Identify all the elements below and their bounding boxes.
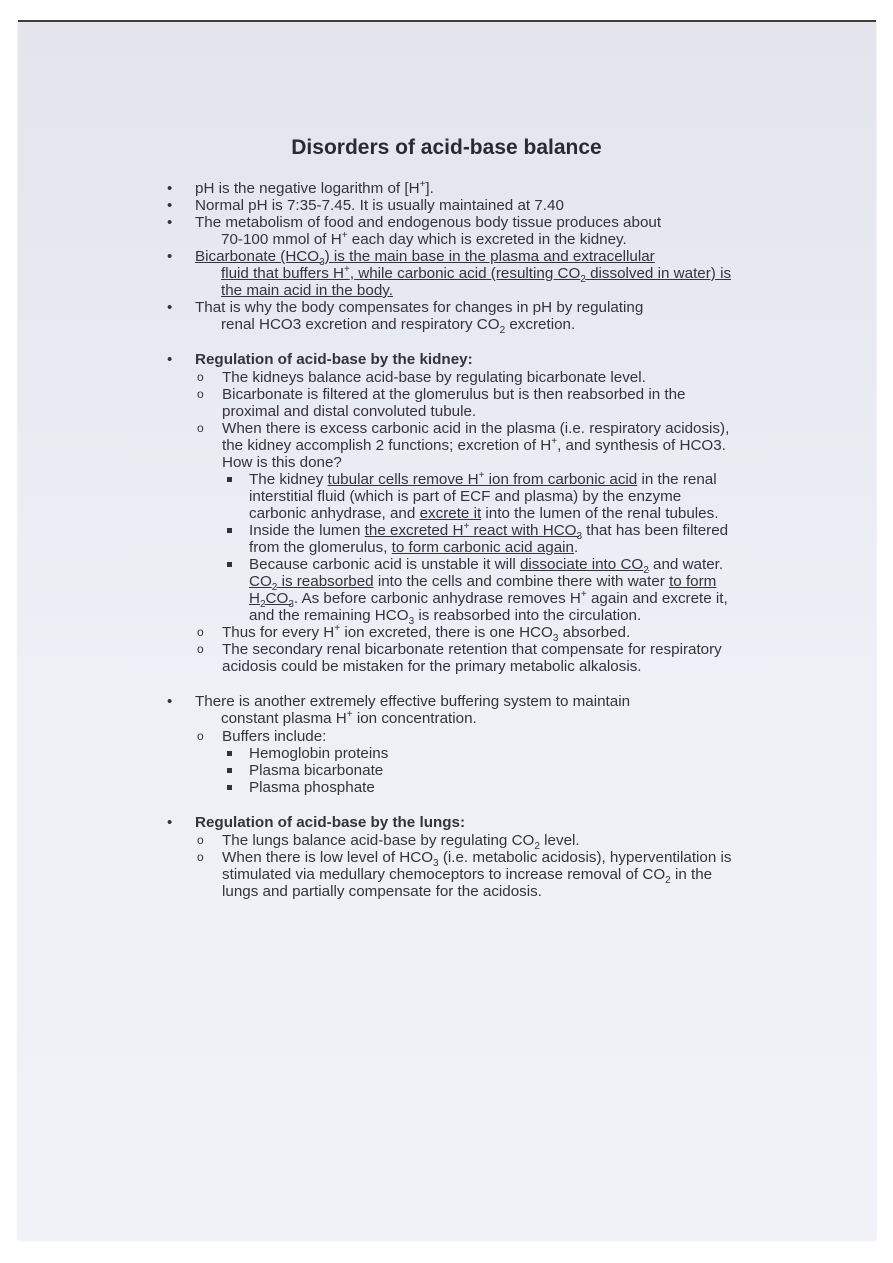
list-item: • That is why the body compensates for changes in pH by regulating renal HCO3 excretion and respiratory $CO_2$ excretion. [165, 299, 740, 333]
list-item: o When there is excess carbonic acid in the plasma (i.e. respiratory acidosis), the kidney accomplish 2 functions; excretion of H+, and synthesis of HCO3. How is this done? The kidney tubular cells remove H+ ion from carbonic acid in the renal interstitial fluid (which is part of ECF and plasma) by the enzyme carbonic anhydrase, and excrete it into the lumen of the renal tubules. Inside the lumen the excreted H+ react with $HCO_3$ that has been filtered from the glomerulus, to form carbonic acid again. Because carbonic acid is unstable it will dissociate into $CO_2$ and water. $CO_2$ is reabsorbed into the cells and combine there with water to form $H_2CO_3$. As before carbonic anhydrase removes H+ again and excrete it, and the remaining $HCO_3$ is reabsorbed into the circulation. [195, 420, 740, 624]
list-item: • pH is the negative logarithm of [H+]. [165, 180, 740, 197]
buffering-points [195, 728, 740, 796]
list-item: o The kidneys balance acid-base by regulating bicarbonate level. [195, 369, 740, 386]
section-heading: Regulation of acid-base by the lungs: [195, 814, 466, 831]
document-body [165, 180, 740, 900]
list-item: Inside the lumen the excreted H+ react with $HCO_3$ that has been filtered from the glomerulus, to form carbonic acid again. [222, 522, 740, 556]
list-item: Because carbonic acid is unstable it will dissociate into $CO_2$ and water. $CO_2$ is reabsorbed into the cells and combine there with water to form $H_2CO_3$. As before carbonic anhydrase removes H+ again and excrete it, and the remaining $HCO_3$ is reabsorbed into the circulation. [222, 556, 740, 624]
kidney-steps [222, 469, 740, 628]
list-item: o Buffers include: Hemoglobin proteins Plasma bicarbonate Plasma phosphate [195, 728, 740, 796]
list-item: Plasma phosphate [222, 779, 740, 796]
list-item: o The secondary renal bicarbonate retention that compensate for respiratory acidosis could be mistaken for the primary metabolic alkalosis. [195, 641, 740, 675]
list-item: The kidney tubular cells remove H+ ion from carbonic acid in the renal interstitial fluid (which is part of ECF and plasma) by the enzyme carbonic anhydrase, and excrete it into the lumen of the renal tubules. [222, 471, 740, 522]
kidney-points [195, 369, 740, 675]
list-item: • Bicarbonate $(HCO_3)$ is the main base in the plasma and extracellular fluid that buffers H+, while carbonic acid (resulting $CO_2$ dissolved in water) is the main acid in the body. [165, 248, 740, 299]
buffers-list [222, 745, 740, 796]
list-item: o The lungs balance acid-base by regulating $CO_2$ level. [195, 832, 740, 849]
list-item: Hemoglobin proteins [222, 745, 740, 762]
lungs-section [165, 814, 740, 900]
buffering-section: • There is another extremely effective buffering system to maintain constant plasma H+ ion concentration. o Buffers include: Hemoglobin proteins Plasma bicarbonate Plasma phosphate [165, 693, 740, 796]
list-item: • The metabolism of food and endogenous body tissue produces about 70-100 mmol of H+ each day which is excreted in the kidney. [165, 214, 740, 248]
kidney-section [165, 351, 740, 675]
list-item: o When there is low level of $HCO_3$ (i.e. metabolic acidosis), hyperventilation is stimulated via medullary chemoceptors to increase removal of $CO_2$ in the lungs and partially compensate for the acidosis. [195, 849, 740, 900]
intro-list [165, 180, 740, 900]
list-item: o Bicarbonate is filtered at the glomerulus but is then reabsorbed in the proximal and distal convoluted tubule. [195, 386, 740, 420]
document-title: Disorders of acid-base balance [291, 136, 602, 159]
list-item: o Thus for every H+ ion excreted, there is one $HCO_3$ absorbed. [195, 624, 740, 641]
section-heading: Regulation of acid-base by the kidney: [195, 351, 473, 368]
lungs-points [195, 832, 740, 900]
list-item: • Normal pH is 7:35-7.45. It is usually maintained at 7.40 [165, 197, 740, 214]
list-item: Plasma bicarbonate [222, 762, 740, 779]
